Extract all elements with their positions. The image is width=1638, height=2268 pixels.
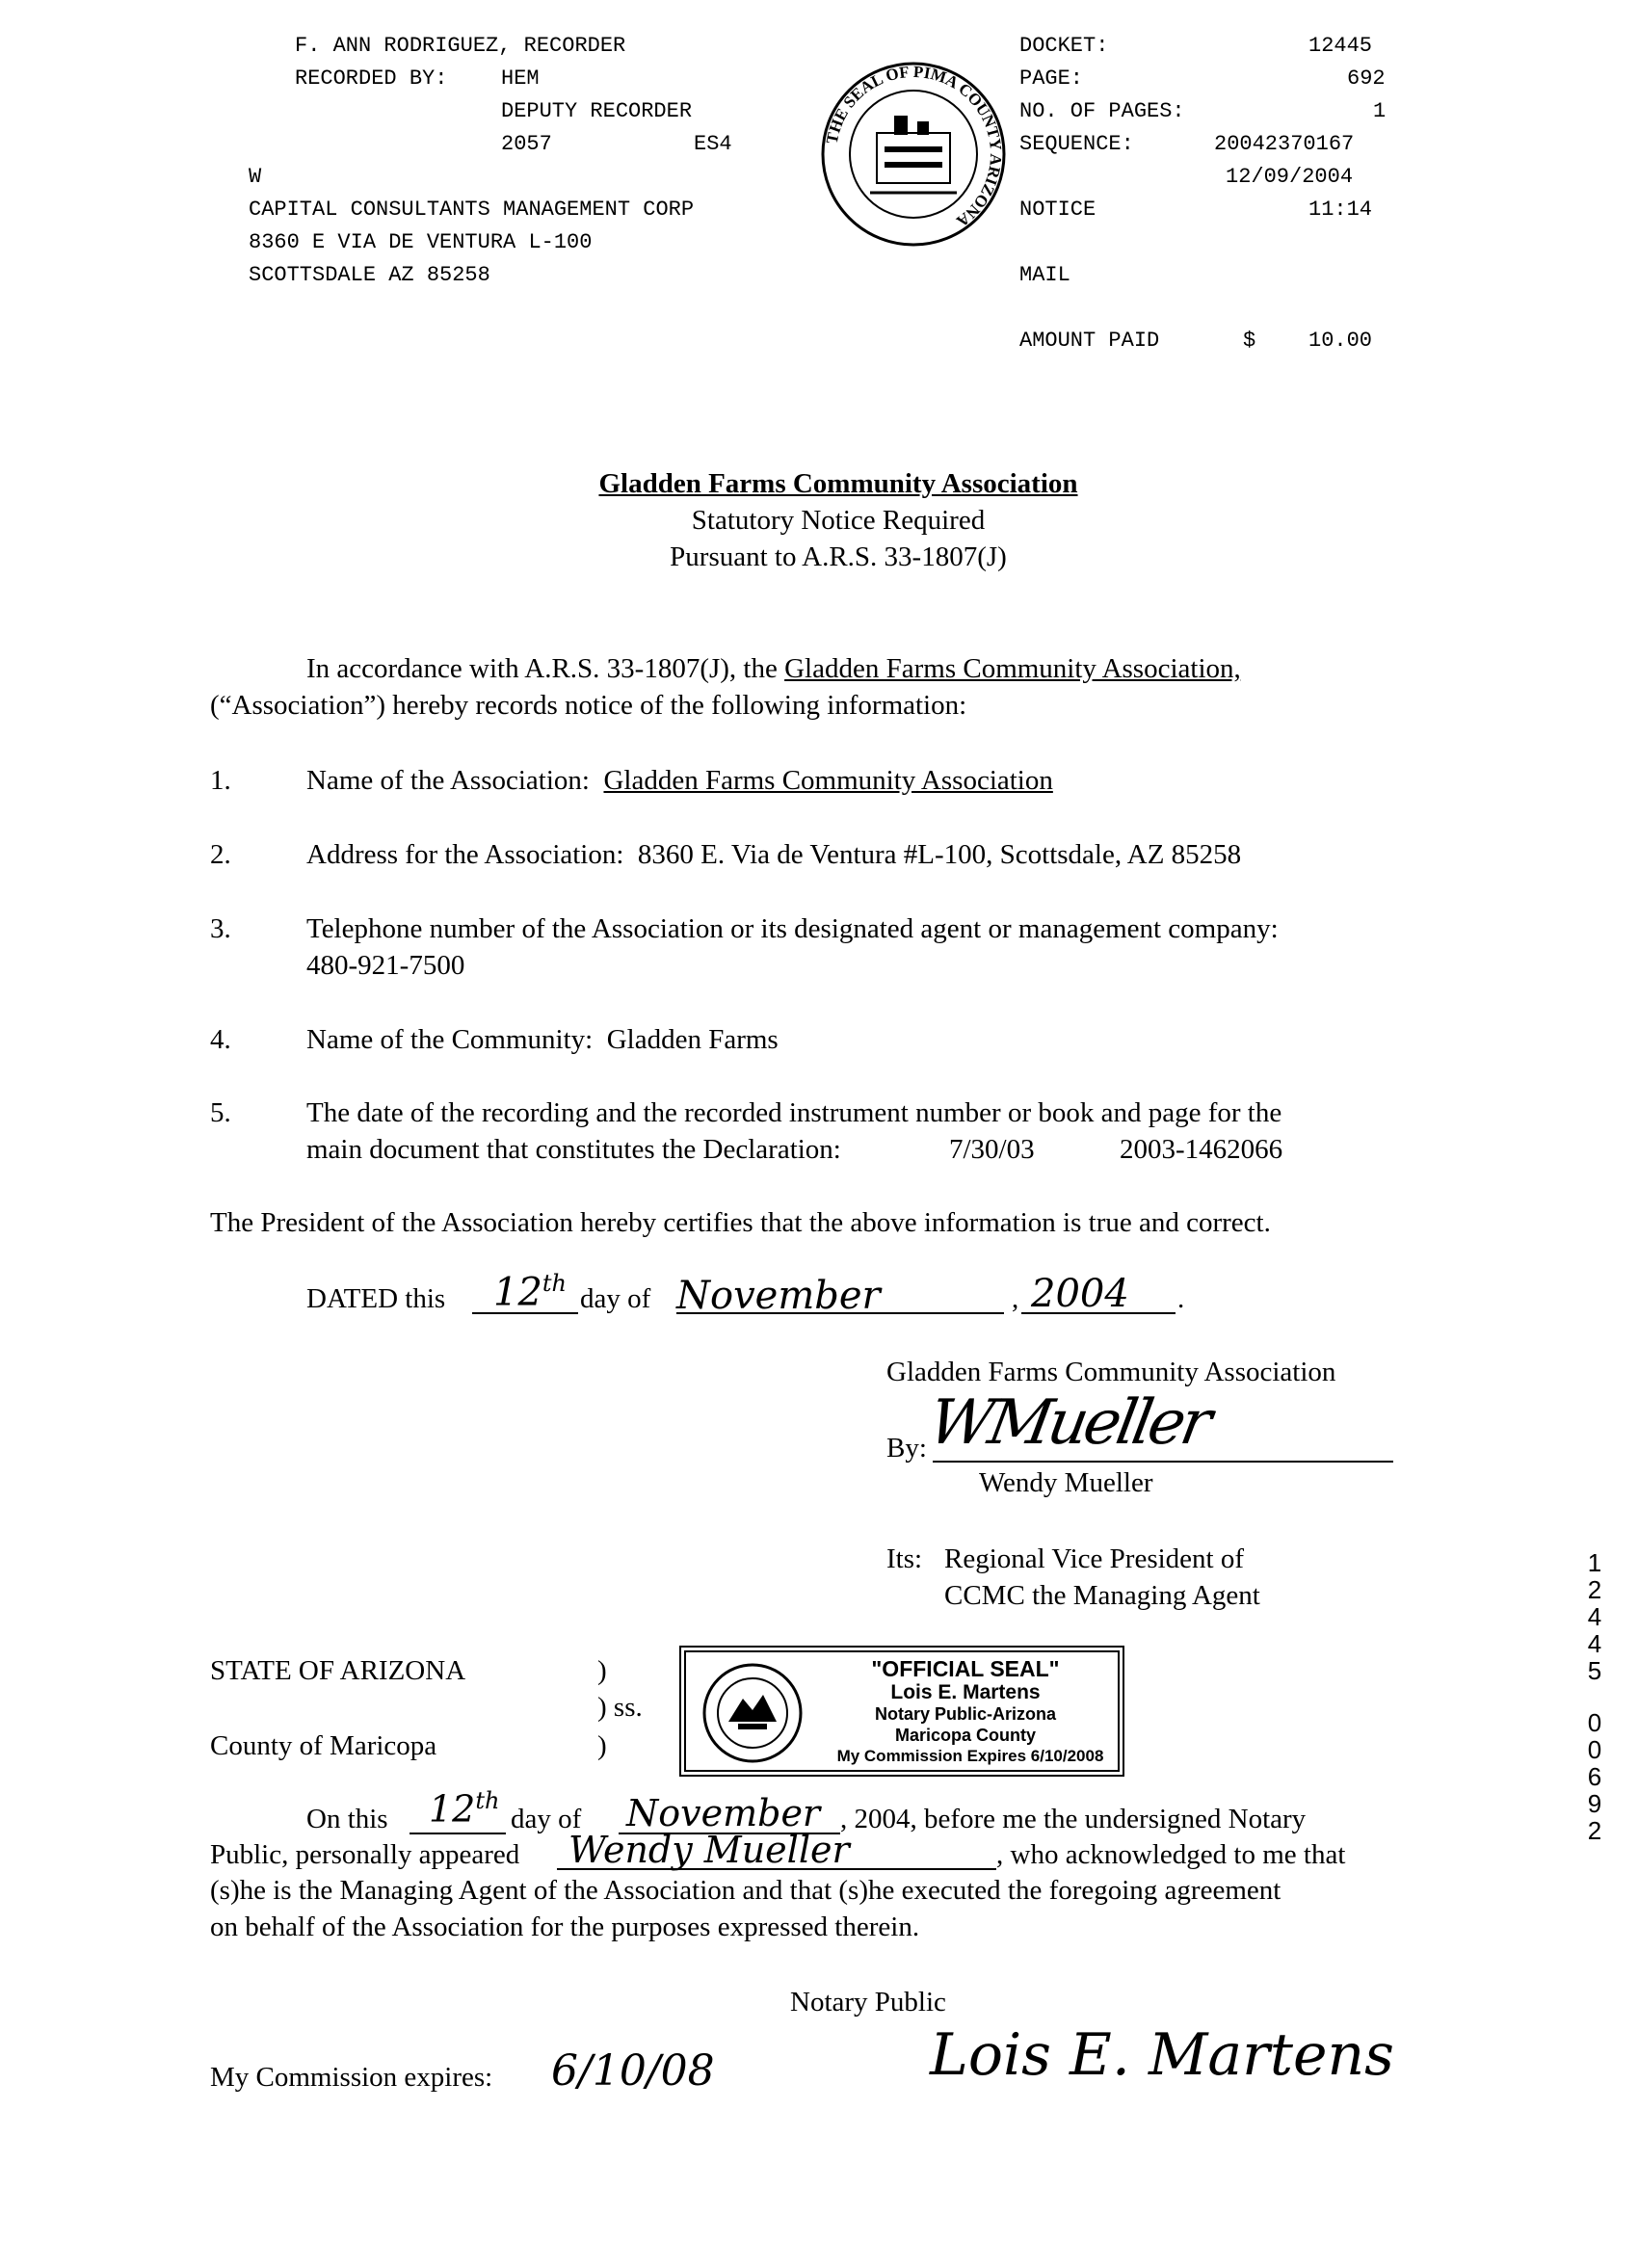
margin-docket-stamp xyxy=(1580,1549,1609,1844)
ack-line-4: on behalf of the Association for the purposes expressed therein. xyxy=(210,1912,920,1942)
venue-paren-1: ) xyxy=(597,1655,607,1686)
item-5-instrument: 2003-1462066 xyxy=(1120,1134,1283,1165)
page-label: PAGE: xyxy=(1019,66,1084,91)
addressee-line-1: CAPITAL CONSULTANTS MANAGEMENT CORP xyxy=(249,198,695,222)
signature-by-label: By: xyxy=(886,1433,927,1464)
seal-expiration: My Commission Expires 6/10/2008 xyxy=(836,1747,1104,1765)
item-4-label: Name of the Community: xyxy=(306,1024,594,1055)
intro-association: Gladden Farms Community Association, xyxy=(784,653,1241,684)
deputy-recorder: DEPUTY RECORDER xyxy=(501,99,693,123)
venue-state: STATE OF ARIZONA xyxy=(210,1655,466,1686)
seal-notary-name: Lois E. Martens xyxy=(890,1681,1041,1703)
item-3-label: Telephone number of the Association or its designated agent or management company: xyxy=(306,913,1279,944)
stamp-digit: 6 xyxy=(1587,1762,1602,1791)
signer-title-1: Regional Vice President of xyxy=(944,1543,1245,1574)
stamp-digit: 2 xyxy=(1587,1816,1602,1845)
dated-end: . xyxy=(1177,1283,1185,1314)
its-label: Its: xyxy=(886,1543,923,1574)
signature-org: Gladden Farms Community Association xyxy=(886,1357,1336,1387)
item-2 xyxy=(306,839,1241,871)
ack-person: Wendy Mueller xyxy=(568,1829,850,1871)
pages-label: NO. OF PAGES: xyxy=(1019,99,1185,123)
item-3-value: 480-921-7500 xyxy=(306,950,465,981)
ack-rest-1: , 2004, before me the undersigned Notary xyxy=(840,1804,1307,1834)
dated-prefix: DATED this xyxy=(306,1283,446,1314)
amount-paid: 10.00 xyxy=(1308,329,1373,353)
item-4-number: 4. xyxy=(210,1024,231,1055)
recorder-code-2: ES4 xyxy=(694,132,732,156)
seal-notary-county: Maricopa County xyxy=(894,1726,1036,1745)
docket-number: 12445 xyxy=(1308,34,1373,58)
venue-county: County of Maricopa xyxy=(210,1730,437,1761)
stamp-digit: 4 xyxy=(1587,1629,1602,1658)
signer-name: Wendy Mueller xyxy=(979,1467,1153,1498)
item-2-number: 2. xyxy=(210,839,231,870)
item-5-number: 5. xyxy=(210,1097,231,1128)
signature-line xyxy=(933,1461,1393,1463)
page-number: 692 xyxy=(1347,66,1386,91)
recorded-by: HEM xyxy=(501,66,540,91)
notary-official-seal xyxy=(679,1646,1124,1777)
dated-year: 2004 xyxy=(1031,1272,1129,1316)
venue-ss: ) ss. xyxy=(597,1692,643,1723)
item-5-label-2: main document that constitutes the Declaration: xyxy=(306,1134,841,1165)
stamp-digit: 0 xyxy=(1587,1735,1602,1764)
recording-date: 12/09/2004 xyxy=(1226,165,1354,189)
stamp-digit: 2 xyxy=(1587,1575,1602,1604)
svg-text:THE SEAL OF PIMA COUNTY ARIZON: THE SEAL OF PIMA COUNTY ARIZONA xyxy=(822,62,1006,231)
pima-county-seal xyxy=(817,58,1010,251)
item-4 xyxy=(306,1024,779,1056)
venue-paren-2: ) xyxy=(597,1730,607,1761)
item-1-label: Name of the Association: xyxy=(306,765,590,796)
seal-title: "OFFICIAL SEAL" xyxy=(871,1656,1060,1681)
w-mark: W xyxy=(249,165,262,189)
seal-notary-role: Notary Public-Arizona xyxy=(874,1704,1057,1724)
recorder-code-1: 2057 xyxy=(501,132,552,156)
notice-label: NOTICE xyxy=(1019,198,1096,222)
pages-count: 1 xyxy=(1373,99,1387,123)
document-title: Gladden Farms Community Association xyxy=(598,468,1078,499)
stamp-digit: 5 xyxy=(1587,1656,1602,1685)
currency-symbol: $ xyxy=(1243,329,1256,353)
notary-signature: Lois E. Martens xyxy=(930,2021,1394,2089)
item-2-label: Address for the Association: xyxy=(306,839,624,870)
addressee-line-2: 8360 E VIA DE VENTURA L-100 xyxy=(249,230,593,254)
certification: The President of the Association hereby certifies that the above information is true and correct. xyxy=(210,1207,1271,1238)
arizona-state-seal xyxy=(700,1662,806,1764)
ack-rest-2: , who acknowledged to me that xyxy=(996,1839,1346,1870)
dated-mid: day of xyxy=(580,1283,651,1314)
dated-comma: , xyxy=(1012,1283,1019,1314)
recorded-by-label: RECORDED BY: xyxy=(295,66,448,91)
commission-date: 6/10/08 xyxy=(551,2046,715,2096)
sequence-number: 20042370167 xyxy=(1214,132,1355,156)
item-3-number: 3. xyxy=(210,913,231,944)
item-4-value: Gladden Farms xyxy=(606,1024,779,1055)
docket-label: DOCKET: xyxy=(1019,34,1109,58)
ack-day-of: day of xyxy=(511,1804,582,1834)
ack-day: 12th xyxy=(429,1787,500,1831)
recording-time: 11:14 xyxy=(1308,198,1373,222)
item-1-value: Gladden Farms Community Association xyxy=(603,765,1053,796)
item-5-label: The date of the recording and the recorded instrument number or book and page for the xyxy=(306,1097,1282,1128)
stamp-digit: 0 xyxy=(1587,1708,1602,1737)
dated-month: November xyxy=(676,1274,881,1318)
signer-title-2: CCMC the Managing Agent xyxy=(944,1580,1260,1611)
addressee-line-3: SCOTTSDALE AZ 85258 xyxy=(249,263,490,287)
intro-line-2: (“Association”) hereby records notice of the following information: xyxy=(210,690,967,721)
commission-label: My Commission expires: xyxy=(210,2062,493,2093)
document-statute: Pursuant to A.R.S. 33-1807(J) xyxy=(670,541,1007,572)
ack-on-this: On this xyxy=(306,1804,388,1834)
intro-text: In accordance with A.R.S. 33-1807(J), the xyxy=(306,653,785,684)
intro-line-1 xyxy=(306,653,1241,685)
item-1 xyxy=(306,765,1053,797)
president-signature: WMueller xyxy=(923,1387,1214,1459)
stamp-digit: 9 xyxy=(1587,1789,1602,1818)
stamp-digit: 1 xyxy=(1587,1548,1602,1577)
ack-month: November xyxy=(626,1792,821,1834)
ack-public: Public, personally appeared xyxy=(210,1839,520,1870)
sequence-label: SEQUENCE: xyxy=(1019,132,1134,156)
dated-day: 12th xyxy=(493,1270,568,1315)
recorder-name: F. ANN RODRIGUEZ, RECORDER xyxy=(295,34,626,58)
ack-line-3: (s)he is the Managing Agent of the Association and that (s)he executed the foregoing agreement xyxy=(210,1875,1281,1906)
document-subtitle: Statutory Notice Required xyxy=(691,505,986,536)
item-2-value: 8360 E. Via de Ventura #L-100, Scottsdale, AZ 85258 xyxy=(637,839,1242,870)
stamp-gap xyxy=(1580,1684,1609,1709)
mail-label: MAIL xyxy=(1019,263,1070,287)
notary-public-label: Notary Public xyxy=(790,1987,946,2017)
item-1-number: 1. xyxy=(210,765,231,796)
stamp-digit: 4 xyxy=(1587,1602,1602,1631)
ack-day-line xyxy=(410,1833,506,1834)
amount-label: AMOUNT PAID xyxy=(1019,329,1160,353)
item-5-date: 7/30/03 xyxy=(949,1134,1035,1165)
